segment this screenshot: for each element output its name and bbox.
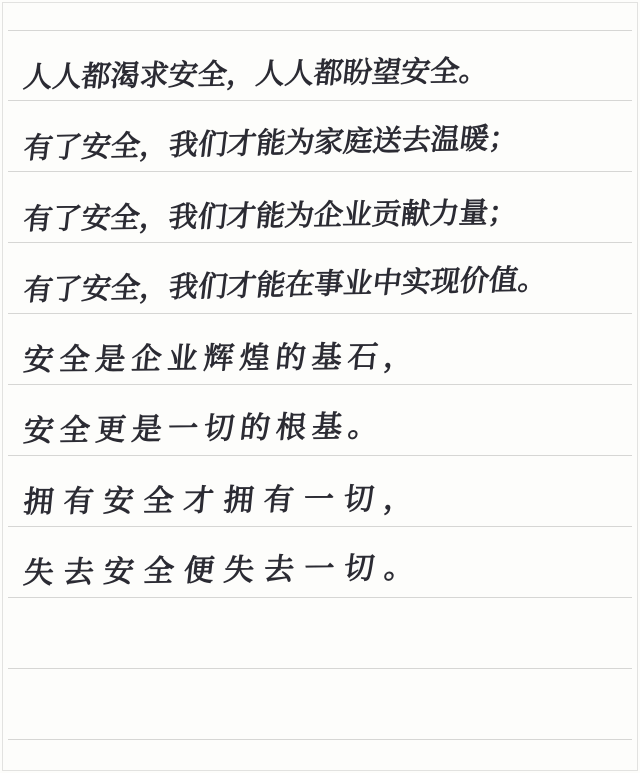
handwritten-line: 安全更是一切的根基。 [21, 408, 387, 449]
handwritten-line: 拥有安全才拥有一切， [21, 481, 426, 520]
handwritten-line: 有了安全，我们才能在事业中实现价值。 [21, 262, 550, 307]
ruled-line-row [8, 30, 632, 101]
handwritten-line [22, 652, 627, 660]
ruled-line-row [8, 172, 632, 243]
ruled-line-row [8, 385, 632, 456]
ruled-line-row [8, 456, 632, 527]
handwritten-line: 安全是企业辉煌的基石， [21, 339, 422, 378]
ruled-line-row-empty [8, 598, 632, 669]
ruled-sheet [8, 30, 632, 740]
handwritten-line: 失去安全便失去一切。 [21, 550, 427, 591]
handwritten-line: 有了安全，我们才能为企业贡献力量； [21, 195, 520, 236]
ruled-line-row [8, 243, 632, 314]
handwritten-line [22, 723, 627, 731]
ruled-line-row-empty [8, 669, 632, 740]
handwritten-line: 有了安全，我们才能为家庭送去温暖； [21, 120, 521, 165]
ruled-line-row [8, 527, 632, 598]
ruled-line-row [8, 314, 632, 385]
ruled-line-row [8, 101, 632, 172]
handwritten-line: 人人都渴求安全，人人都盼望安全。 [21, 53, 491, 94]
